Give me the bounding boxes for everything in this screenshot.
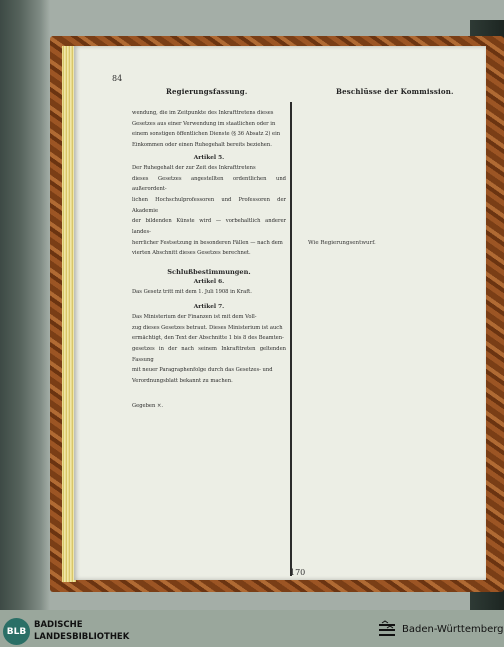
column-divider bbox=[290, 102, 292, 576]
left-column-text bbox=[132, 108, 286, 411]
text-line: Einkommen oder einen Ruhegehalt bereits beziehen. bbox=[132, 142, 272, 149]
text-line: Verordnungsblatt bekannt zu machen. bbox=[132, 378, 233, 385]
text-line: wendung, die im Zeitpunkte des Inkrafttretens dieses bbox=[132, 110, 274, 116]
document-page bbox=[74, 46, 486, 580]
text-line: herrlicher Festsetzung in besonderen Fällen — nach dem bbox=[132, 239, 283, 246]
library-name bbox=[34, 619, 129, 643]
library-name-line-1: BADISCHE bbox=[34, 620, 83, 630]
right-column-note: Wie Regierungsentwurf. bbox=[308, 240, 376, 246]
page-number-top: 84 bbox=[112, 74, 123, 83]
article-7-title: Artikel 7. bbox=[193, 303, 225, 310]
text-line: Das Ministerium der Finanzen ist mit dem Voll- bbox=[132, 313, 257, 320]
state-name: Baden-Württemberg bbox=[402, 624, 504, 635]
blb-logo: BLB bbox=[3, 618, 30, 645]
text-line: Das Gesetz tritt mit dem 1. Juli 1908 in Kraft. bbox=[132, 289, 252, 296]
left-column-header: Regierungsfassung. bbox=[166, 87, 248, 96]
text-line: gesetzes in der nach seinem Inkrafttreten geltenden Fassung bbox=[132, 345, 286, 363]
coat-of-arms-icon bbox=[376, 619, 398, 641]
final-provisions-title: Schlußbestimmungen. bbox=[167, 268, 251, 277]
text-line: dieses Gesetzes angestellten ordentlichen und außerordent- bbox=[132, 175, 286, 193]
text-line: Der Ruhegehalt der zur Zeit des Inkrafttretens bbox=[132, 164, 256, 171]
text-line: ermächtigt, den Text der Abschnitte 1 bis 8 des Beamten- bbox=[132, 335, 284, 342]
text-line: einem sonstigen öffentlichen Dienste (§ 36 Absatz 2) ein bbox=[132, 131, 281, 138]
library-name-line-2: LANDESBIBLIOTHEK bbox=[34, 632, 130, 642]
text-line: der bildenden Künste wird — vorbehaltlich anderer landes- bbox=[132, 218, 286, 236]
text-line: zug dieses Gesetzes betraut. Dieses Ministerium ist auch bbox=[132, 324, 283, 331]
text-line: vierten Abschnitt dieses Gesetzes berechnet. bbox=[132, 250, 251, 257]
article-5-title: Artikel 5. bbox=[193, 154, 225, 161]
text-line: Gesetzes aus einer Verwendung im staatlichen oder in bbox=[132, 120, 276, 127]
article-6-title: Artikel 6. bbox=[193, 279, 225, 286]
right-column-header: Beschlüsse der Kommission. bbox=[336, 87, 454, 96]
text-line: lichen Hochschulprofessoren und Professoren der Akademie bbox=[132, 196, 286, 214]
page-number-bottom: 170 bbox=[290, 568, 306, 577]
closing-line: Gegeben ×. bbox=[132, 402, 163, 409]
text-line: mit neuer Paragraphenfolge durch das Gesetzes- und bbox=[132, 367, 273, 374]
